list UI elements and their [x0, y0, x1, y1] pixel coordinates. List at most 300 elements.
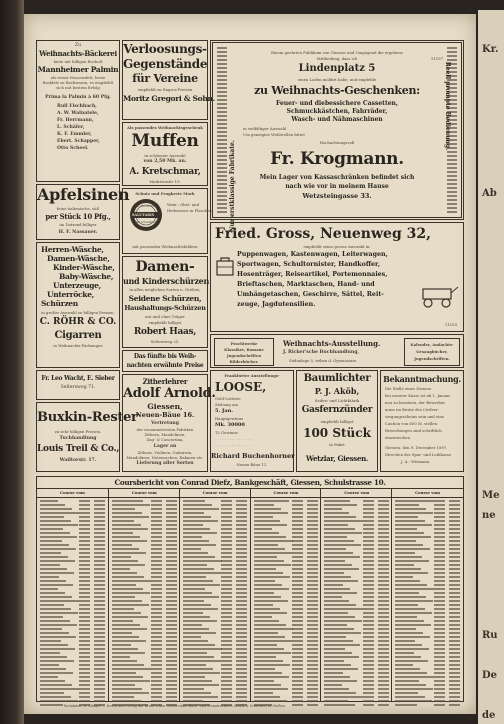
course-row-value — [307, 668, 318, 669]
course-row-name — [112, 528, 148, 529]
course-row-value — [449, 680, 460, 681]
course-row-value — [79, 680, 90, 681]
course-row-name — [183, 692, 211, 693]
gross-item-5: Umhängetaschen, Geschirre, Sättel, Reit- — [237, 291, 384, 298]
course-row-value — [434, 672, 445, 673]
course-row-name — [395, 668, 420, 669]
course-row-value — [378, 700, 389, 701]
boots-line1: Das fünfte bis Weih- — [133, 353, 197, 360]
ad-zither — [122, 374, 216, 472]
course-row-value — [363, 552, 374, 553]
course-row-value — [307, 544, 318, 545]
laundry-cigars: Cigarren — [54, 330, 102, 341]
laundry-line-7: Schürzen — [41, 299, 78, 308]
course-row-name — [112, 600, 142, 601]
course-row-name — [40, 672, 73, 673]
course-row-name — [324, 664, 351, 665]
course-row-name — [183, 648, 222, 649]
course-row-name — [324, 568, 359, 569]
course-row-value — [79, 532, 90, 533]
gross-item-1: Puppenwagen, Kastenwagen, Leiterwagen, — [237, 251, 388, 258]
krogmann-intro-1: Einem geehrten Publikum von Giessen und Umgegend die ergebene — [271, 50, 403, 55]
course-row-value — [434, 584, 445, 585]
course-row-name — [40, 624, 77, 625]
bakery-item-3: A. W. Walnatele, — [57, 111, 99, 116]
course-row-value — [434, 500, 445, 501]
course-row-name — [183, 676, 205, 677]
course-row-value — [151, 504, 162, 505]
course-row-value — [166, 600, 177, 601]
course-row-value — [449, 504, 460, 505]
course-row-value — [434, 628, 445, 629]
course-row-value — [378, 544, 389, 545]
course-column — [250, 488, 322, 701]
course-row-value — [94, 632, 105, 633]
course-row-value — [307, 520, 318, 521]
course-row-name — [324, 612, 348, 613]
course-row-value — [151, 512, 162, 513]
course-row-value — [94, 536, 105, 537]
damen-title2: und Kinderschürzen — [123, 276, 209, 286]
course-row-value — [307, 656, 318, 657]
course-row-name — [40, 632, 69, 633]
course-row-value — [449, 692, 460, 693]
course-row-value — [307, 592, 318, 593]
course-row-name — [395, 644, 422, 645]
course-row-name — [324, 596, 342, 597]
course-row-value — [221, 596, 232, 597]
course-row-value — [166, 504, 177, 505]
course-row-value — [363, 604, 374, 605]
loose-top: Frankfurter Ausstellungs- — [224, 373, 280, 378]
course-row-name — [112, 512, 142, 513]
course-row-name — [183, 516, 211, 517]
course-row-value — [378, 660, 389, 661]
baum-price-sub: in Paket — [329, 442, 345, 447]
course-row-value — [378, 616, 389, 617]
course-row-name — [112, 684, 135, 685]
course-row-value — [221, 592, 232, 593]
course-row-value — [378, 648, 389, 649]
course-row-value — [151, 552, 162, 553]
course-row-value — [363, 540, 374, 541]
course-row-name — [254, 612, 287, 613]
course-row-value — [307, 588, 318, 589]
bakery-text-1: als reinst Nussernfett, beste — [50, 75, 106, 80]
course-row-name — [40, 500, 58, 501]
course-row-value — [94, 508, 105, 509]
course-row-value — [363, 524, 374, 525]
course-row-value — [221, 512, 232, 513]
course-row-value — [363, 508, 374, 509]
course-row-value — [236, 652, 247, 653]
course-row-value — [292, 640, 303, 641]
course-row-value — [79, 560, 90, 561]
course-row-name — [254, 684, 281, 685]
course-row-name — [183, 552, 208, 553]
ad-boots — [122, 350, 208, 372]
course-row-value — [79, 588, 90, 589]
course-row-value — [292, 560, 303, 561]
course-row-name — [395, 636, 430, 637]
laundry-line-5: Unterzeuge, — [53, 281, 101, 290]
course-row-value — [236, 596, 247, 597]
course-row-name — [395, 516, 418, 517]
course-row-value — [434, 520, 445, 521]
course-row-name — [40, 516, 64, 517]
laundry-line-4: Baby-Wäsche, — [59, 272, 114, 281]
course-row-value — [449, 572, 460, 573]
course-row-value — [292, 548, 303, 549]
muffen-title: Muffen — [131, 131, 199, 151]
course-row-value — [94, 656, 105, 657]
course-row-name — [183, 528, 210, 529]
course-row-value — [449, 620, 460, 621]
course-row-value — [307, 516, 318, 517]
course-row-value — [79, 536, 90, 537]
course-row-value — [166, 656, 177, 657]
course-row-name — [254, 556, 277, 557]
course-row-name — [324, 644, 360, 645]
course-row-value — [221, 616, 232, 617]
gross-num: 11103 — [444, 322, 457, 327]
course-row-name — [112, 500, 143, 501]
course-row-name — [254, 520, 280, 521]
course-row-name — [112, 608, 134, 609]
course-row-value — [378, 608, 389, 609]
course-row-value — [292, 648, 303, 649]
course-row-value — [292, 584, 303, 585]
course-row-value — [363, 640, 374, 641]
course-row-value — [94, 600, 105, 601]
course-row-value — [363, 652, 374, 653]
course-row-value — [307, 548, 318, 549]
course-row-value — [151, 592, 162, 593]
course-row-name — [183, 680, 212, 681]
course-row-name — [112, 664, 144, 665]
course-row-name — [183, 548, 201, 549]
course-row-value — [292, 580, 303, 581]
course-row-value — [363, 580, 374, 581]
course-row-value — [94, 540, 105, 541]
course-row-value — [236, 688, 247, 689]
course-row-value — [292, 688, 303, 689]
course-row-name — [40, 524, 78, 525]
course-row-value — [449, 520, 460, 521]
course-row-value — [236, 552, 247, 553]
ad-salutaris — [122, 188, 212, 254]
buxkin-street: Walltorstr. 17. — [59, 458, 97, 463]
course-row-value — [292, 672, 303, 673]
course-row-value — [236, 636, 247, 637]
course-row-value — [292, 536, 303, 537]
course-row — [392, 703, 463, 707]
course-row-value — [449, 596, 460, 597]
course-column — [108, 488, 180, 701]
course-row-name — [395, 580, 420, 581]
course-column-header: Course vom — [392, 488, 463, 498]
bakery-item-5: L. Schäfer, — [57, 125, 85, 130]
course-row-value — [151, 524, 162, 525]
gross-item-2: Sportwagen, Schultornister, Handkoffer, — [237, 261, 381, 268]
course-row-value — [434, 684, 445, 685]
course-row-value — [166, 540, 177, 541]
course-row-value — [94, 544, 105, 545]
course-row-value — [434, 632, 445, 633]
course-row-value — [166, 628, 177, 629]
course-row-value — [378, 520, 389, 521]
course-row-name — [395, 536, 431, 537]
course-row-name — [112, 508, 135, 509]
course-row-value — [378, 640, 389, 641]
course-row-value — [307, 652, 318, 653]
course-row-value — [292, 588, 303, 589]
course-row-value — [236, 632, 247, 633]
course-row-value — [363, 624, 374, 625]
laundry-cigars-sub: in Weihnachts-Packungen — [53, 343, 103, 348]
course-row-value — [449, 668, 460, 669]
course-row-name — [324, 704, 355, 705]
course-row-name — [324, 572, 344, 573]
course-row-value — [236, 560, 247, 561]
krogmann-note: in vielfältiger Auswahl — [243, 126, 287, 131]
course-column-header: Course vom — [251, 488, 322, 498]
course-row-value — [166, 620, 177, 621]
course-row-name — [324, 616, 355, 617]
course-row-value — [434, 592, 445, 593]
course-row-value — [151, 700, 162, 701]
course-row-name — [395, 548, 430, 549]
course-row-value — [94, 588, 105, 589]
course-row-name — [254, 700, 287, 701]
course-row-name — [254, 564, 291, 565]
course-row-value — [449, 664, 460, 665]
course-row-value — [378, 620, 389, 621]
course-row-name — [183, 568, 214, 569]
course-row-value — [151, 516, 162, 517]
course-row-name — [112, 672, 136, 673]
course-row-value — [449, 508, 460, 509]
course-row-value — [449, 616, 460, 617]
course-row-value — [363, 608, 374, 609]
course-row-name — [254, 540, 293, 541]
krogmann-line2: einen Laden möblirt habe, und empfehle — [297, 77, 377, 82]
course-row-value — [221, 532, 232, 533]
course-row-value — [94, 664, 105, 665]
course-row-value — [236, 660, 247, 661]
books-left-box — [214, 338, 274, 366]
course-row-value — [449, 512, 460, 513]
course-row-value — [378, 644, 389, 645]
laundry-seller: C. RÖHR & CO. — [39, 317, 117, 327]
course-row-value — [449, 612, 460, 613]
course-row-value — [449, 604, 460, 605]
course-row-value — [236, 656, 247, 657]
course-row-name — [183, 508, 219, 509]
salutaris-seal-sub: G. HUCHOW — [137, 205, 155, 208]
course-row-value — [79, 568, 90, 569]
course-row-name — [324, 512, 349, 513]
course-row-name — [112, 604, 149, 605]
course-row-value — [151, 596, 162, 597]
course-column — [391, 488, 463, 701]
course-row-value — [94, 516, 105, 517]
damen-line3: Haushaltungs-Schürzen — [124, 304, 206, 312]
course-row-value — [449, 704, 460, 705]
course-row-name — [254, 664, 290, 665]
course-row-name — [183, 556, 215, 557]
muffen-line1: in schönster Auswahl — [144, 153, 186, 158]
course-row-value — [434, 688, 445, 689]
course-row-value — [79, 548, 90, 549]
course-row-value — [166, 664, 177, 665]
course-row-name — [395, 520, 425, 521]
apples-line1: feine italienische, süß — [56, 206, 100, 211]
course-row-value — [151, 528, 162, 529]
apples-line3: im Dutzend billiger — [59, 222, 97, 227]
baum-sub: P. J. Aköb, — [314, 386, 360, 396]
course-row-value — [378, 688, 389, 689]
course-row-name — [183, 628, 209, 629]
course-row-name — [324, 640, 353, 641]
course-column — [37, 488, 108, 701]
krogmann-note2: Um geneigtes Wohlwollen bittet — [243, 132, 305, 137]
course-row-value — [307, 508, 318, 509]
course-row-name — [183, 632, 216, 633]
course-row-value — [79, 556, 90, 557]
adjacent-text-2: Ab — [482, 188, 497, 199]
course-row-value — [151, 616, 162, 617]
course-row-value — [236, 540, 247, 541]
course-row-value — [94, 524, 105, 525]
course-row-name — [40, 644, 68, 645]
course-row-name — [40, 584, 73, 585]
course-row-value — [307, 532, 318, 533]
course-row-name — [40, 572, 74, 573]
course-row-value — [166, 604, 177, 605]
course-row-value — [363, 680, 374, 681]
course-row-name — [183, 644, 215, 645]
course-row-name — [183, 596, 219, 597]
course-row-value — [307, 536, 318, 537]
course-title: Coursbericht von Conrad Diefz, Bankgeschäft, Giessen, Schulstrasse 10. — [114, 478, 386, 487]
course-row-name — [254, 552, 292, 553]
course-row-value — [151, 652, 162, 653]
course-row-value — [378, 516, 389, 517]
course-row-value — [79, 660, 90, 661]
course-row-name — [40, 684, 72, 685]
wagon-icon — [417, 285, 459, 309]
course-row-value — [378, 552, 389, 553]
laundry-line-3: Kinder-Wäsche, — [53, 263, 115, 272]
course-row-value — [221, 576, 232, 577]
course-row-value — [79, 640, 90, 641]
course-row-name — [324, 624, 347, 625]
course-row-name — [112, 696, 134, 697]
course-row-name — [183, 524, 203, 525]
course-row-value — [434, 568, 445, 569]
course-row-value — [151, 580, 162, 581]
course-row-name — [183, 668, 213, 669]
course-row-value — [434, 624, 445, 625]
course-row-value — [94, 560, 105, 561]
baum-line2: Gasfernzünder — [301, 405, 373, 415]
bakery-line1: biete mit billigen Rocholt — [53, 59, 103, 64]
course-row-value — [151, 540, 162, 541]
course-row-value — [151, 648, 162, 649]
bakery-item-2: Rull Fischbach, — [57, 104, 97, 109]
course-row-value — [236, 604, 247, 605]
course-row-name — [183, 624, 202, 625]
bekannt-line-7: Bewerbungen sind schriftlich — [385, 428, 442, 433]
bakery-item-6: K. F. Emmler, — [57, 132, 92, 137]
course-row-name — [112, 576, 144, 577]
course-row-value — [236, 696, 247, 697]
course-row-value — [363, 684, 374, 685]
course-row-name — [254, 508, 281, 509]
course-row-value — [151, 544, 162, 545]
course-row-value — [307, 500, 318, 501]
zither-item-7: Mandolinen, Notensachen, Rahmen etc. — [126, 455, 204, 460]
course-row-value — [221, 552, 232, 553]
course-row-value — [378, 580, 389, 581]
course-row-value — [151, 600, 162, 601]
course-row-value — [166, 548, 177, 549]
course-row-value — [378, 564, 389, 565]
course-row-name — [324, 700, 348, 701]
course-row-value — [378, 696, 389, 697]
course-row-value — [292, 556, 303, 557]
course-row-value — [307, 700, 318, 701]
course-row-name — [254, 580, 275, 581]
course-row-name — [112, 668, 151, 669]
course-row-name — [183, 580, 213, 581]
books-left3: Jugendschriften — [226, 353, 262, 358]
course-row-value — [79, 664, 90, 665]
course-row-value — [166, 580, 177, 581]
course-row-name — [395, 552, 415, 553]
course-row-value — [236, 600, 247, 601]
course-row-value — [166, 516, 177, 517]
course-row-value — [434, 580, 445, 581]
course-row-name — [112, 560, 138, 561]
course-row-value — [292, 544, 303, 545]
course-row-value — [166, 568, 177, 569]
course-row-value — [449, 688, 460, 689]
course-row-name — [254, 644, 277, 645]
course-row-name — [395, 652, 414, 653]
course-row-value — [449, 684, 460, 685]
course-row-value — [292, 656, 303, 657]
ad-gross — [210, 222, 464, 332]
course-row-value — [449, 628, 460, 629]
course-row-name — [40, 604, 64, 605]
course-row-value — [221, 628, 232, 629]
course-row-value — [434, 536, 445, 537]
course-row-name — [395, 508, 426, 509]
course-row-name — [254, 668, 275, 669]
course-row-value — [166, 632, 177, 633]
course-row-value — [449, 600, 460, 601]
course-row-name — [254, 656, 276, 657]
course-row-value — [221, 648, 232, 649]
zither-item-6: Zithern, Violinen, Guitarren, — [137, 450, 193, 455]
course-row-value — [221, 544, 232, 545]
ad-baumlichter — [296, 370, 378, 472]
course-row-value — [434, 656, 445, 657]
course-row-value — [221, 692, 232, 693]
ad-bekanntmachung — [380, 370, 464, 472]
